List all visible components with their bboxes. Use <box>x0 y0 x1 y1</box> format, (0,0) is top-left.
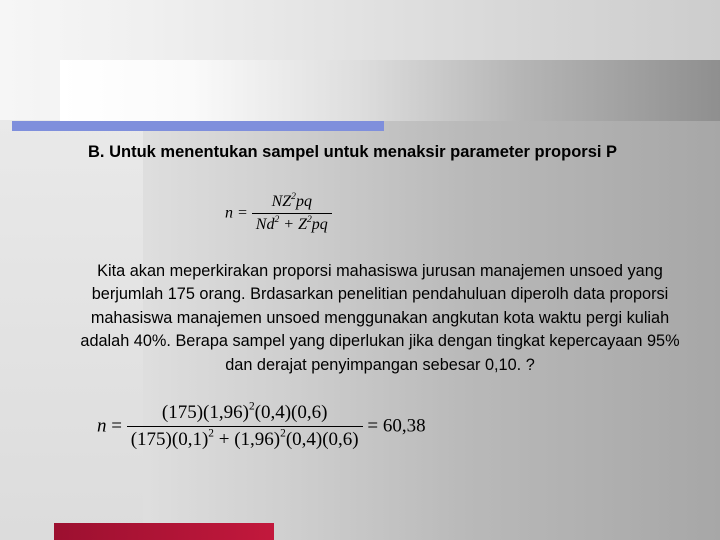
calc-denominator-exponent-2: 2 <box>280 427 286 440</box>
formula-lhs: n <box>225 204 233 222</box>
denominator-exponent-2: 2 <box>306 213 312 225</box>
calc-denominator-exponent-1: 2 <box>208 427 214 440</box>
denominator-term-z: Z <box>298 216 307 233</box>
calc-fraction <box>127 402 363 451</box>
calc-equals: = <box>111 415 122 437</box>
denominator-plus: + <box>283 216 295 233</box>
formula-denominator <box>252 214 332 234</box>
denominator-exponent-1: 2 <box>274 213 280 225</box>
calc-denominator-plus: + <box>218 429 230 450</box>
numerator-exponent: 2 <box>291 190 296 202</box>
calc-denominator <box>127 427 363 451</box>
sample-size-formula <box>225 190 332 234</box>
calculation-formula <box>97 402 426 451</box>
calc-numerator-proportion: (0,4)(0,6) <box>254 402 328 423</box>
section-heading: B. Untuk menentukan sampel untuk menaksir parameter proporsi P <box>88 143 618 161</box>
denominator-term-nd: Nd <box>255 216 275 233</box>
accent-red-bar <box>54 523 274 540</box>
calc-denominator-term-2: (1,96) <box>234 429 281 450</box>
formula-fraction <box>252 190 332 234</box>
calc-numerator-exponent: 2 <box>248 400 255 413</box>
problem-paragraph: Kita akan meperkirakan proporsi mahasiswa jurusan manajemen unsoed yang berjumlah 175 orang. Brdasarkan penelitian pendahuluan diperolh data proporsi mahasiswa manajemen unsoed menggunakan angkutan kota waktu pergi kuliah adalah 40%. Berapa sampel yang diperlukan jika dengan tingkat kepercayaan 95% dan derajat penyimpangan sebesar 0,10. ? <box>80 262 680 374</box>
calc-lhs: n <box>97 415 107 437</box>
calc-denominator-proportion: (0,4)(0,6) <box>285 429 359 450</box>
calc-numerator <box>127 402 363 427</box>
formula-numerator <box>252 190 332 214</box>
accent-blue-bar <box>12 121 384 131</box>
calc-result: = 60,38 <box>367 415 426 437</box>
calc-numerator-term: (175)(1,96) <box>161 402 249 423</box>
numerator-term: NZ <box>271 193 292 210</box>
calc-denominator-term-1: (175)(0,1) <box>130 429 209 450</box>
numerator-term-pq: pq <box>295 193 312 210</box>
title-gradient-band <box>60 60 720 121</box>
formula-equals: = <box>237 204 248 222</box>
denominator-term-pq: pq <box>311 216 328 233</box>
